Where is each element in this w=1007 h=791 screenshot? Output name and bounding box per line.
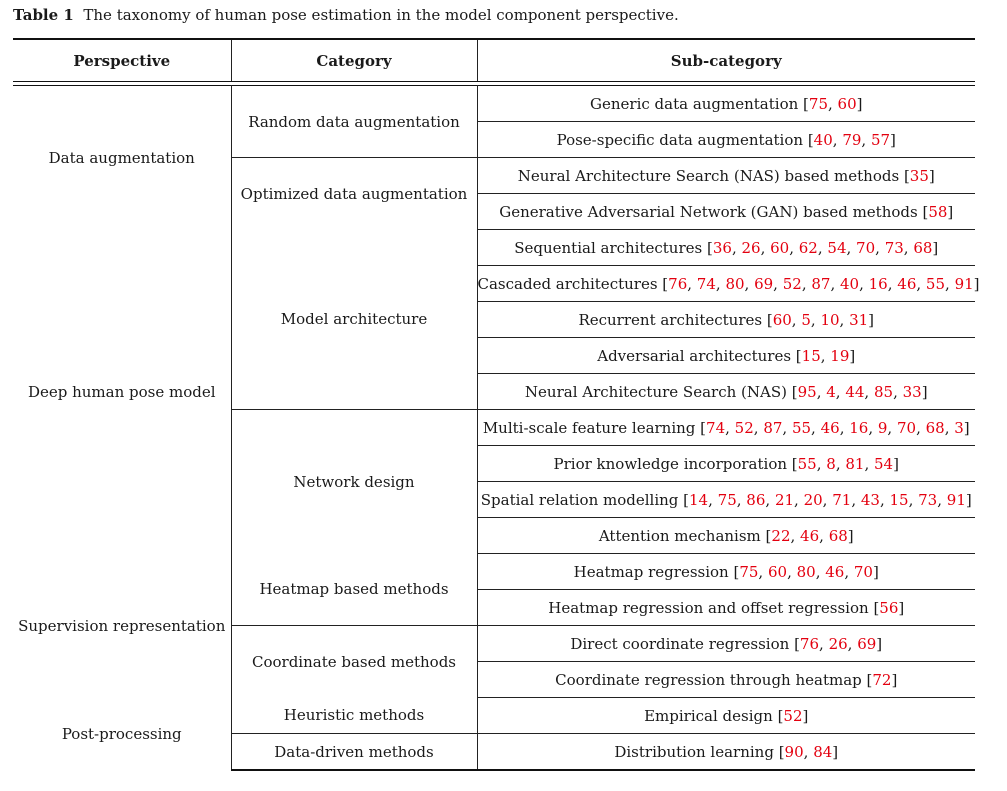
citation-link[interactable]: 91	[946, 490, 966, 509]
citation-link[interactable]: 75	[717, 490, 737, 509]
subcategory-cell: Direct coordinate regression [76, 26, 69]	[477, 626, 975, 662]
citation-link[interactable]: 71	[832, 490, 852, 509]
citation-link[interactable]: 80	[796, 562, 816, 581]
table-row	[13, 230, 975, 266]
category-cell: Heuristic methods	[231, 698, 477, 734]
citation-link[interactable]: 60	[772, 310, 792, 329]
subcategory-cell: Generative Adversarial Network (GAN) based methods [58]	[477, 194, 975, 230]
caption-text: The taxonomy of human pose estimation in the model component perspective.	[83, 6, 679, 24]
perspective-cell: Post-processing	[13, 698, 231, 771]
citation-link[interactable]: 60	[837, 94, 857, 113]
citation-link[interactable]: 91	[954, 274, 974, 293]
citation-link[interactable]: 73	[918, 490, 938, 509]
citation-link[interactable]: 74	[696, 274, 716, 293]
subcategory-cell: Distribution learning [90, 84]	[477, 734, 975, 771]
subcategory-text: Multi-scale feature learning	[482, 418, 696, 437]
subcategory-cell: Empirical design [52]	[477, 698, 975, 734]
table-body	[13, 86, 980, 771]
citation-link[interactable]: 15	[801, 346, 821, 365]
citation-link[interactable]: 68	[925, 418, 945, 437]
citation-link[interactable]: 87	[811, 274, 831, 293]
header-perspective: Perspective	[13, 39, 231, 82]
citation-link[interactable]: 73	[884, 238, 904, 257]
citation-link[interactable]: 72	[872, 670, 892, 689]
subcategory-cell: Neural Architecture Search (NAS) [95, 4, 44, 85, 33]	[477, 374, 975, 410]
subcategory-cell: Pose-specific data augmentation [40, 79, 57]	[477, 122, 975, 158]
citation-link[interactable]: 10	[820, 310, 840, 329]
perspective-cell: Deep human pose model	[13, 230, 231, 554]
citation-link[interactable]: 14	[689, 490, 709, 509]
citation-link[interactable]: 46	[800, 526, 820, 545]
citation-link[interactable]: 70	[853, 562, 873, 581]
category-cell: Heatmap based methods	[231, 554, 477, 626]
subcategory-cell: Spatial relation modelling [14, 75, 86, 21, 20, 71, 43, 15, 73, 91]	[477, 482, 975, 518]
citation-link[interactable]: 74	[706, 418, 726, 437]
category-cell: Coordinate based methods	[231, 626, 477, 698]
header-row	[13, 39, 975, 82]
citation-link[interactable]: 79	[842, 130, 862, 149]
citation-link[interactable]: 8	[826, 454, 836, 473]
citation-link[interactable]: 76	[668, 274, 688, 293]
perspective-cell: Data augmentation	[13, 86, 231, 230]
citation-link[interactable]: 52	[782, 274, 802, 293]
citation-link[interactable]: 58	[928, 202, 948, 221]
citation-link[interactable]: 19	[830, 346, 850, 365]
subcategory-cell: Heatmap regression and offset regression [56]	[477, 590, 975, 626]
citation-link[interactable]: 43	[860, 490, 880, 509]
subcategory-text: Neural Architecture Search (NAS)	[524, 382, 787, 401]
citation-link[interactable]: 40	[840, 274, 860, 293]
citation-link[interactable]: 16	[868, 274, 888, 293]
subcategory-cell: Recurrent architectures [60, 5, 10, 31]	[477, 302, 975, 338]
citation-link[interactable]: 75	[739, 562, 759, 581]
subcategory-text: Prior knowledge incorporation	[553, 454, 788, 473]
citation-link[interactable]: 68	[913, 238, 933, 257]
subcategory-text: Coordinate regression through heatmap	[555, 670, 862, 689]
subcategory-cell: Neural Architecture Search (NAS) based methods [35]	[477, 158, 975, 194]
category-cell: Random data augmentation	[231, 86, 477, 158]
citation-link[interactable]: 20	[803, 490, 823, 509]
category-cell: Network design	[231, 410, 477, 554]
citation-link[interactable]: 60	[767, 562, 788, 581]
citation-link[interactable]: 90	[784, 742, 804, 761]
citation-link[interactable]: 5	[801, 310, 811, 329]
citation-link[interactable]: 62	[798, 238, 818, 257]
subcategory-text: Generic data augmentation	[590, 94, 799, 113]
citation-link[interactable]: 75	[808, 94, 828, 113]
citation-link[interactable]: 55	[925, 274, 946, 293]
citation-link[interactable]: 21	[774, 490, 795, 509]
subcategory-cell: Cascaded architectures [76, 74, 80, 69, 52, 87, 40, 16, 46, 55, 91]	[477, 266, 975, 302]
subcategory-cell: Generic data augmentation [75, 60]	[477, 86, 975, 122]
category-cell: Data-driven methods	[231, 734, 477, 771]
citation-link[interactable]: 46	[820, 418, 840, 437]
subcategory-cell: Multi-scale feature learning [74, 52, 87, 55, 46, 16, 9, 70, 68, 3]	[477, 410, 975, 446]
category-cell: Optimized data augmentation	[231, 158, 477, 230]
citation-link[interactable]: 56	[879, 598, 899, 617]
subcategory-text: Generative Adversarial Network (GAN) based methods	[499, 202, 918, 221]
citation-link[interactable]: 52	[783, 706, 803, 725]
citation-link[interactable]: 4	[826, 382, 836, 401]
citation-link[interactable]: 9	[877, 418, 888, 437]
citation-link[interactable]: 76	[799, 634, 820, 653]
citation-link[interactable]: 16	[849, 418, 869, 437]
citation-link[interactable]: 70	[856, 238, 876, 257]
subcategory-cell: Heatmap regression [75, 60, 80, 46, 70]	[477, 554, 975, 590]
citation-link[interactable]: 80	[725, 274, 745, 293]
subcategory-text: Recurrent architectures	[578, 310, 763, 329]
subcategory-text: Attention mechanism	[598, 526, 761, 545]
citation-link[interactable]: 57	[870, 130, 891, 149]
table-row	[13, 554, 975, 590]
citation-link[interactable]: 3	[954, 418, 964, 437]
perspective-cell: Supervision representation	[13, 554, 231, 698]
citation-link[interactable]: 55	[797, 454, 817, 473]
citation-link[interactable]: 54	[874, 454, 894, 473]
citation-link[interactable]: 36	[712, 238, 732, 257]
citation-link[interactable]: 40	[813, 130, 833, 149]
citation-link[interactable]: 84	[813, 742, 833, 761]
subcategory-text: Distribution learning	[614, 742, 774, 761]
subcategory-text: Spatial relation modelling	[480, 490, 679, 509]
citation-link[interactable]: 15	[889, 490, 909, 509]
citation-link[interactable]: 35	[909, 166, 929, 185]
citation-link[interactable]: 26	[828, 634, 848, 653]
citation-link[interactable]: 87	[763, 418, 783, 437]
header-subcategory: Sub-category	[477, 39, 975, 82]
citation-link[interactable]: 54	[827, 238, 847, 257]
taxonomy-table	[13, 38, 980, 771]
subcategory-text: Adversarial architectures	[597, 346, 792, 365]
citation-link[interactable]: 52	[734, 418, 754, 437]
citation-link[interactable]: 69	[754, 274, 774, 293]
subcategory-cell: Sequential architectures [36, 26, 60, 62, 54, 70, 73, 68]	[477, 230, 975, 266]
table-caption	[13, 6, 679, 24]
citation-link[interactable]: 33	[902, 382, 922, 401]
citation-link[interactable]: 68	[828, 526, 848, 545]
subcategory-text: Empirical design	[644, 706, 773, 725]
subcategory-text: Sequential architectures	[514, 238, 703, 257]
subcategory-cell: Attention mechanism [22, 46, 68]	[477, 518, 975, 554]
subcategory-cell: Coordinate regression through heatmap [72]	[477, 662, 975, 698]
category-cell: Model architecture	[231, 230, 477, 410]
citation-link[interactable]: 22	[771, 526, 791, 545]
citation-link[interactable]: 70	[896, 418, 917, 437]
citation-link[interactable]: 95	[797, 382, 817, 401]
header-category: Category	[231, 39, 477, 82]
citation-link[interactable]: 46	[897, 274, 917, 293]
citation-link[interactable]: 44	[845, 382, 865, 401]
subcategory-text: Heatmap regression and offset regression	[548, 598, 869, 617]
subcategory-text: Pose-specific data augmentation	[556, 130, 804, 149]
citation-link[interactable]: 26	[741, 238, 761, 257]
citation-link[interactable]: 46	[825, 562, 845, 581]
subcategory-text: Direct coordinate regression	[570, 634, 790, 653]
subcategory-cell: Prior knowledge incorporation [55, 8, 81, 54]	[477, 446, 975, 482]
table-row	[13, 86, 975, 122]
citation-link[interactable]: 85	[873, 382, 894, 401]
subcategory-text: Neural Architecture Search (NAS) based methods	[517, 166, 900, 185]
citation-link[interactable]: 69	[857, 634, 877, 653]
table-row	[13, 698, 975, 734]
citation-link[interactable]: 31	[849, 310, 869, 329]
subcategory-cell: Adversarial architectures [15, 19]	[477, 338, 975, 374]
subcategory-text: Heatmap regression	[573, 562, 729, 581]
subcategory-text: Cascaded architectures	[477, 274, 658, 293]
citation-link[interactable]: 55	[791, 418, 812, 437]
citation-link[interactable]: 86	[746, 490, 766, 509]
citation-link[interactable]: 60	[770, 238, 790, 257]
citation-link[interactable]: 81	[845, 454, 865, 473]
table-label: Table 1	[13, 6, 74, 24]
